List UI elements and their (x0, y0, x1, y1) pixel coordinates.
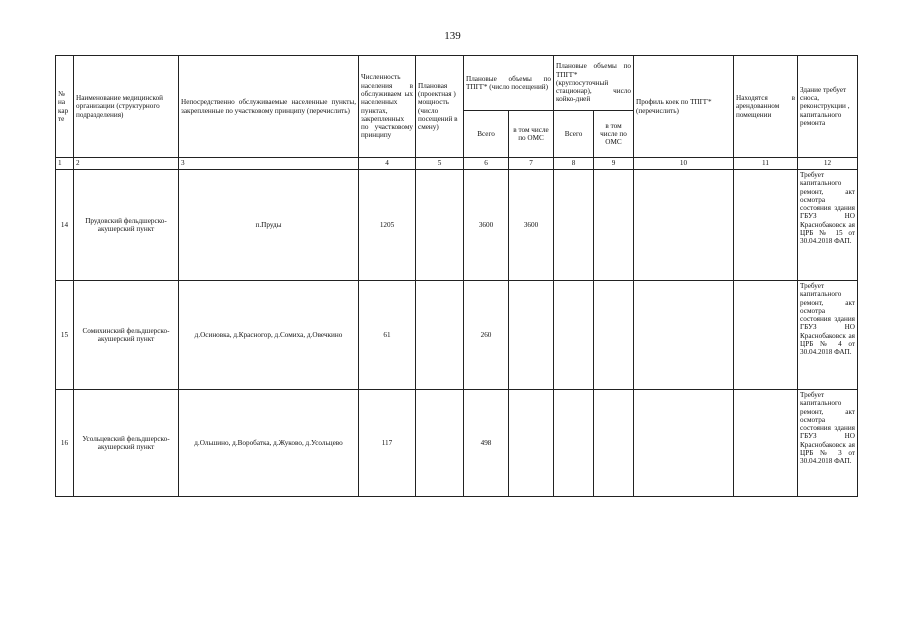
row-name: Прудовский фельдшерско-акушерский пункт (74, 170, 179, 281)
header-beds-group: Плановые объемы по ТПГГ* (круглосуточный стационар), число койко-дней (554, 56, 634, 111)
table-row (56, 170, 858, 281)
row-no: 16 (56, 390, 74, 497)
row-beds-oms (594, 170, 634, 281)
row-bed-profile (634, 281, 734, 390)
header-visits-group: Плановые объемы по ТПГГ* (число посещений) (464, 56, 554, 111)
row-visits-total: 3600 (464, 170, 509, 281)
row-capacity (416, 390, 464, 497)
header-beds-total: Всего (554, 111, 594, 158)
row-no: 15 (56, 281, 74, 390)
row-name: Сомихинский фельдшерско-акушерский пункт (74, 281, 179, 390)
row-capacity (416, 170, 464, 281)
row-bed-profile (634, 390, 734, 497)
row-beds-oms (594, 390, 634, 497)
column-number: 4 (359, 158, 416, 170)
page-number: 139 (444, 30, 461, 42)
header-visits-total: Всего (464, 111, 509, 158)
column-number: 10 (634, 158, 734, 170)
row-visits-total: 260 (464, 281, 509, 390)
header-visits-oms: в том числе по ОМС (509, 111, 554, 158)
row-beds-total (554, 281, 594, 390)
column-number: 9 (594, 158, 634, 170)
header-population: Численность населения в обслуживаем ых населенных пунктах, закрепленных по участковому принципу (359, 56, 416, 158)
row-population: 1205 (359, 170, 416, 281)
row-visits-total: 498 (464, 390, 509, 497)
column-number: 2 (74, 158, 179, 170)
facilities-table (55, 55, 858, 497)
row-settlements: п.Пруды (179, 170, 359, 281)
row-no: 14 (56, 170, 74, 281)
column-numbers-row (56, 158, 858, 170)
header-capacity: Плановая (проектная ) мощность (число посещений в смену) (416, 56, 464, 158)
header-beds-oms: в том числе по ОМС (594, 111, 634, 158)
row-settlements: д.Осиновка, д.Красногор, д.Сомиха, д.Овечкино (179, 281, 359, 390)
column-number: 6 (464, 158, 509, 170)
row-bed-profile (634, 170, 734, 281)
row-visits-oms (509, 281, 554, 390)
row-beds-total (554, 170, 594, 281)
row-population: 117 (359, 390, 416, 497)
column-number: 11 (734, 158, 798, 170)
table-row (56, 281, 858, 390)
row-visits-oms: 3600 (509, 170, 554, 281)
table-row (56, 390, 858, 497)
header-settlements: Непосредственно обслуживаемые населенные пункты, закрепленные по участковому принципу (перечислить) (179, 56, 359, 158)
column-number: 5 (416, 158, 464, 170)
header-no: № на кар те (56, 56, 74, 158)
row-beds-total (554, 390, 594, 497)
row-repair-note: Требует капитального ремонт, акт осмотра состояния здания ГБУЗ НО Краснобаковск ая ЦРБ № 15 от 30.04.2018 ФАП. (798, 170, 858, 281)
row-capacity (416, 281, 464, 390)
column-number: 3 (179, 158, 359, 170)
header-rented: Находятся в арендованном помещении (734, 56, 798, 158)
row-rented (734, 281, 798, 390)
row-beds-oms (594, 281, 634, 390)
column-number: 8 (554, 158, 594, 170)
row-visits-oms (509, 390, 554, 497)
column-number: 7 (509, 158, 554, 170)
row-name: Усольцевский фельдшерско-акушерский пункт (74, 390, 179, 497)
column-number: 1 (56, 158, 74, 170)
row-rented (734, 170, 798, 281)
row-rented (734, 390, 798, 497)
header-bed-profile: Профиль коек по ТПГГ* (перечислить) (634, 56, 734, 158)
row-population: 61 (359, 281, 416, 390)
row-repair-note: Требует капитального ремонт, акт осмотра состояния здания ГБУЗ НО Краснобаковск ая ЦРБ № 3 от 30.04.2018 ФАП. (798, 390, 858, 497)
column-number: 12 (798, 158, 858, 170)
row-repair-note: Требует капитального ремонт, акт осмотра состояния здания ГБУЗ НО Краснобаковск ая ЦРБ № 4 от 30.04.2018 ФАП. (798, 281, 858, 390)
row-settlements: д.Ольшино, д.Воробатка, д.Жуково, д.Усольцево (179, 390, 359, 497)
header-row (56, 56, 858, 111)
header-name: Наименование медицинской организации (структурного подразделения) (74, 56, 179, 158)
header-repair: Здание требует сноса, реконструкции , капитального ремонта (798, 56, 858, 158)
